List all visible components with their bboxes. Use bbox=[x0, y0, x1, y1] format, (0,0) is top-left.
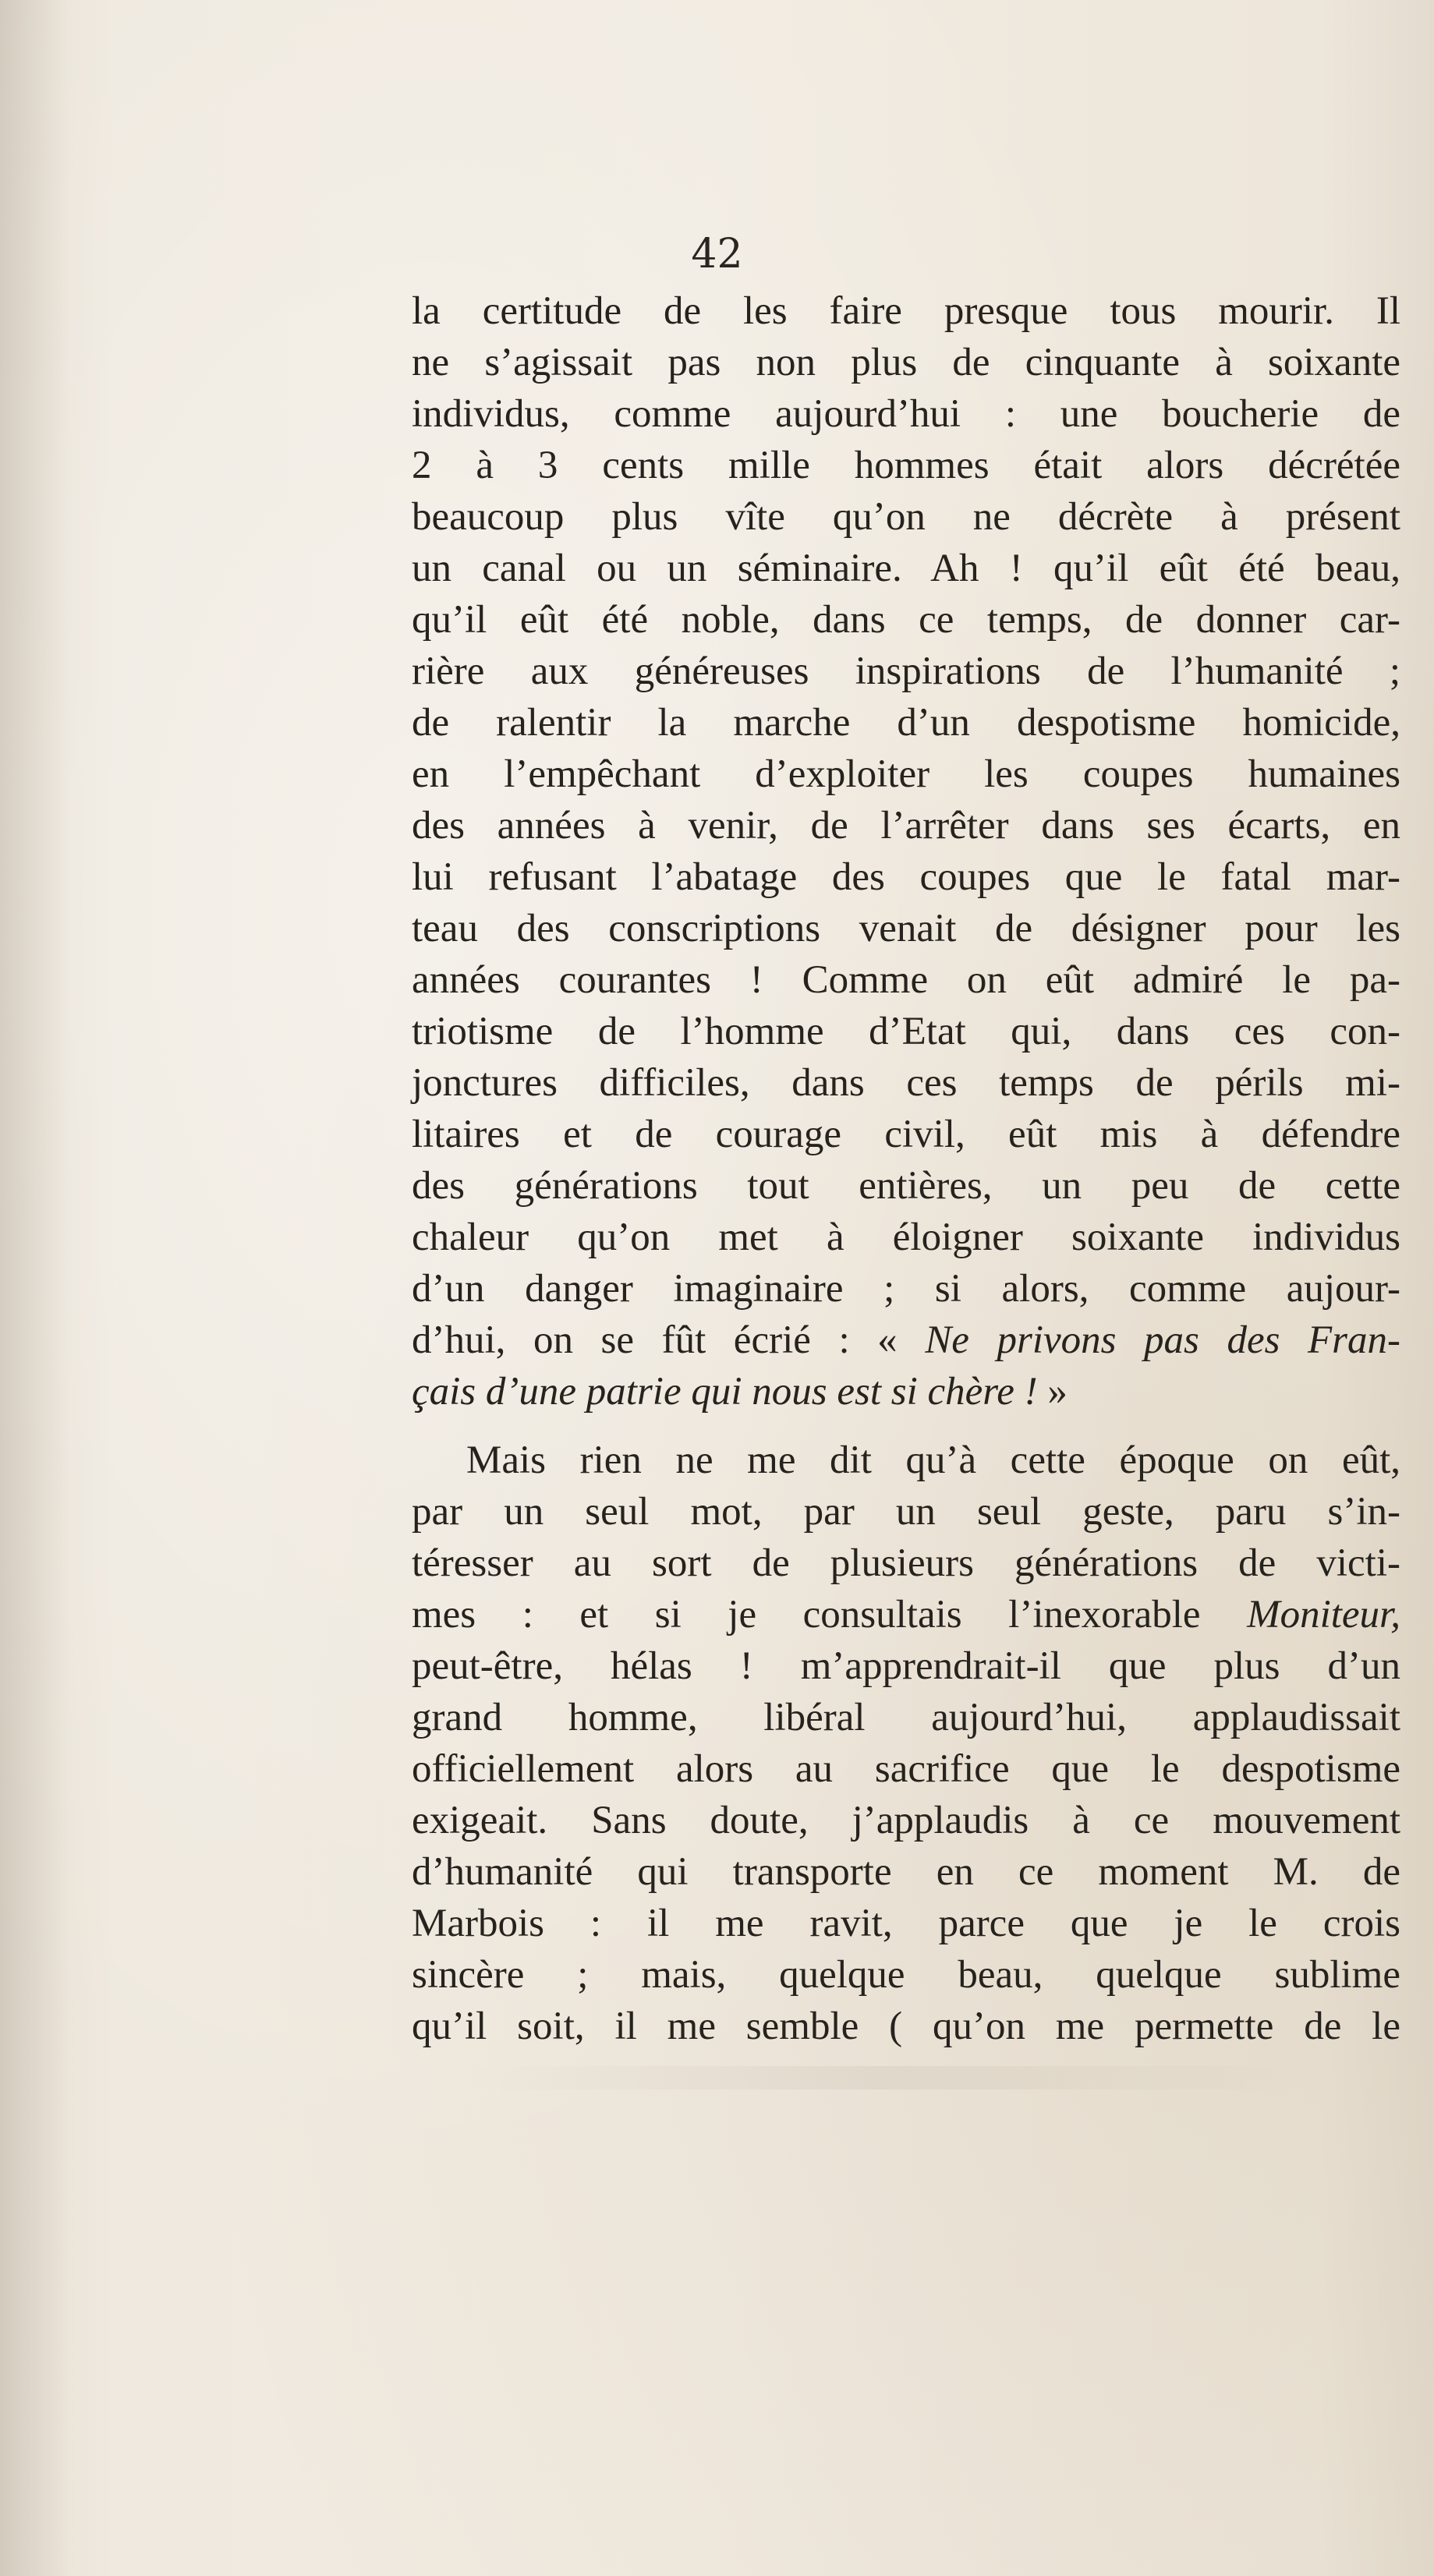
italic-quote: çais d’une patrie qui nous est si chère ! bbox=[412, 1370, 1038, 1414]
text-line: qu’il soit, il me semble ( qu’on me permette de le bbox=[412, 2005, 1400, 2048]
text-line: peut-être, hélas ! m’apprendrait-il que plus d’un bbox=[412, 1644, 1400, 1688]
text-line: lui refusant l’abatage des coupes que le fatal mar- bbox=[412, 855, 1400, 899]
text-line: Marbois : il me ravit, parce que je le crois bbox=[412, 1902, 1400, 1945]
text-line: la certitude de les faire presque tous mourir. Il bbox=[412, 289, 1400, 333]
text-line: exigeait. Sans doute, j’applaudis à ce mouvement bbox=[412, 1799, 1400, 1842]
page-number: 42 bbox=[691, 231, 743, 278]
text-line: Mais rien ne me dit qu’à cette époque on eût, bbox=[466, 1438, 1400, 1482]
text-line: des générations tout entières, un peu de cette bbox=[412, 1164, 1400, 1208]
text-line: chaleur qu’on met à éloigner soixante individus bbox=[412, 1215, 1400, 1259]
text-line: téresser au sort de plusieurs générations de victi- bbox=[412, 1541, 1400, 1585]
italic-quote: Ne privons pas des Fran- bbox=[925, 1318, 1400, 1362]
text-line: ne s’agissait pas non plus de cinquante à soixante bbox=[412, 341, 1400, 384]
text-line: qu’il eût été noble, dans ce temps, de donner car- bbox=[412, 598, 1400, 642]
text-line: des années à venir, de l’arrêter dans ses écarts, en bbox=[412, 804, 1400, 847]
text-line: rière aux généreuses inspirations de l’humanité ; bbox=[412, 649, 1400, 693]
text-line: 2 à 3 cents mille hommes était alors décrétée bbox=[412, 444, 1400, 487]
text-line: sincère ; mais, quelque beau, quelque sublime bbox=[412, 1953, 1400, 1997]
text-line: mes : et si je consultais l’inexorable Moniteur, bbox=[412, 1593, 1400, 1637]
text-line: grand homme, libéral aujourd’hui, applaudissait bbox=[412, 1696, 1400, 1739]
italic-title: Moniteur, bbox=[1247, 1593, 1400, 1637]
binding-shadow bbox=[0, 0, 70, 2576]
paper-bleed-through bbox=[468, 2066, 1326, 2089]
text-line: un canal ou un séminaire. Ah ! qu’il eût été beau, bbox=[412, 547, 1400, 590]
text-line: par un seul mot, par un seul geste, paru s’in- bbox=[412, 1490, 1400, 1534]
text-line: beaucoup plus vîte qu’on ne décrète à présent bbox=[412, 495, 1400, 539]
text-line: çais d’une patrie qui nous est si chère ! » bbox=[412, 1370, 1068, 1414]
text-line: en l’empêchant d’exploiter les coupes humaines bbox=[412, 752, 1400, 796]
body-text bbox=[412, 285, 1400, 2052]
text-line: jonctures difficiles, dans ces temps de périls mi- bbox=[412, 1061, 1400, 1105]
text-line: années courantes ! Comme on eût admiré le pa- bbox=[412, 958, 1400, 1002]
text-line: teau des conscriptions venait de désigner pour les bbox=[412, 907, 1400, 950]
paragraph-gap bbox=[412, 1417, 1400, 1435]
text-line: individus, comme aujourd’hui : une boucherie de bbox=[412, 392, 1400, 436]
text-line: de ralentir la marche d’un despotisme homicide, bbox=[412, 701, 1400, 745]
text-line: officiellement alors au sacrifice que le despotisme bbox=[412, 1747, 1400, 1791]
text-line: d’humanité qui transporte en ce moment M. de bbox=[412, 1850, 1400, 1894]
text-line: d’un danger imaginaire ; si alors, comme aujour- bbox=[412, 1267, 1400, 1311]
text-line: litaires et de courage civil, eût mis à défendre bbox=[412, 1113, 1400, 1156]
text-line: d’hui, on se fût écrié : « Ne privons pas des Fran- bbox=[412, 1318, 1400, 1362]
text-line: triotisme de l’homme d’Etat qui, dans ces con- bbox=[412, 1010, 1400, 1053]
